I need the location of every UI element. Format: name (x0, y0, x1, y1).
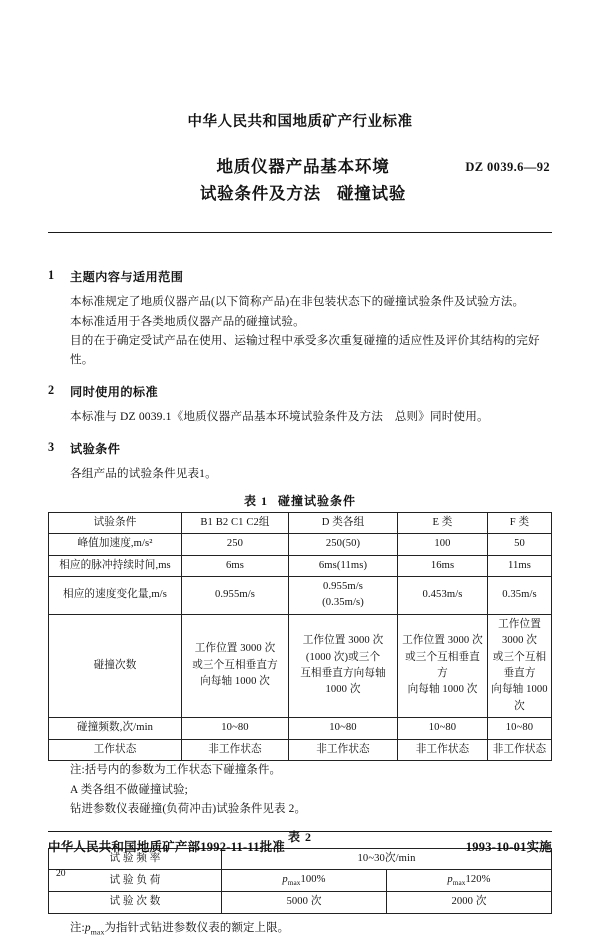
table-1-body (49, 512, 552, 760)
p-symbol: p (282, 874, 288, 886)
row-value: 50 (488, 534, 552, 555)
drilling-meter-statement: 钻进参数仪表碰撞(负荷冲击)试验条件见表 2。 (70, 803, 307, 816)
row-value: 6ms(11ms) (289, 555, 398, 576)
title-line-1: 地质仪器产品基本环境 (216, 157, 390, 177)
row-value: $p_{max}100\%$ (222, 870, 387, 892)
row-value: 250(50) (289, 534, 398, 555)
row-value: 6ms (182, 555, 289, 576)
row-value: 11ms (488, 555, 552, 576)
row-value: 10~80 (488, 718, 552, 739)
standard-organization: 中华人民共和国地质矿产行业标准 (187, 114, 413, 130)
row-value: 工作位置 3000 次 或三个互相垂直方 向每轴 1000 次 (182, 614, 289, 717)
header-divider (48, 232, 552, 233)
implementation-date: 1993-10-01实施 (465, 840, 552, 854)
section-heading-1 (48, 268, 552, 285)
section-title-2: 同时使用的标准 (70, 385, 159, 400)
table-2-note (70, 919, 552, 939)
p-symbol: p (84, 921, 91, 934)
table-row (49, 892, 552, 913)
section-heading-2 (48, 383, 552, 400)
table-row (49, 576, 552, 614)
row-value: 10~80 (398, 718, 488, 739)
row-value: 工作位置 3000 次 或三个互相垂直方 向每轴 1000 次 (488, 614, 552, 717)
section-2-paragraph-1: 本标准与 DZ 0039.1《地质仪器产品基本环境试验条件及方法 总则》同时使用。 (70, 410, 489, 424)
table-row (49, 555, 552, 576)
section-1-paragraph-1: 本标准规定了地质仪器产品(以下简称产品)在非包装状态下的碰撞试验条件及试验方法。 (70, 295, 525, 309)
table-row (49, 614, 552, 717)
row-value: 0.453m/s (398, 576, 488, 614)
row-label: 峰值加速度,m/s² (49, 534, 182, 555)
row-value: 非工作状态 (398, 739, 488, 760)
title-line-2-part-a: 试验条件及方法 (199, 184, 321, 204)
note-prefix: 注: (70, 921, 85, 934)
row-value: 5000 次 (222, 892, 387, 913)
table-1-caption-title: 碰撞试验条件 (278, 493, 357, 508)
table-row (49, 718, 552, 739)
section-number-1: 1 (48, 268, 55, 283)
row-value: 10~80 (182, 718, 289, 739)
row-label: 工作状态 (49, 739, 182, 760)
table-2-caption: 表 2 (287, 829, 312, 844)
table-1-header-cell: D 类各组 (289, 512, 398, 533)
row-label: 相应的速度变化量,m/s (49, 576, 182, 614)
table-row (49, 739, 552, 760)
document-footer (48, 831, 552, 879)
row-value: 250 (182, 534, 289, 555)
class-a-statement: A 类各组不做碰撞试验; (70, 783, 188, 796)
row-label: 碰撞次数 (49, 614, 182, 717)
row-value: 0.35m/s (488, 576, 552, 614)
row-label: 碰撞频数,次/min (49, 718, 182, 739)
p-subscript: max (90, 927, 105, 937)
row-value: 工作位置 3000 次 (1000 次)或三个 互相垂直方向每轴 1000 次 (289, 614, 398, 717)
table-row (49, 534, 552, 555)
table-1-caption (48, 492, 552, 509)
section-3-paragraph-1: 各组产品的试验条件见表1。 (70, 467, 217, 481)
title-block (48, 154, 552, 210)
section-title-3: 试验条件 (70, 442, 121, 457)
row-value: 10~80 (289, 718, 398, 739)
table-1-header-cell: E 类 (398, 512, 488, 533)
collision-test-conditions-table (48, 512, 552, 761)
row-value: 2000 次 (387, 892, 552, 913)
row-value: 100 (398, 534, 488, 555)
row-value: 非工作状态 (182, 739, 289, 760)
table-1-header-row (49, 512, 552, 533)
table-1-header-cell: 试验条件 (49, 512, 182, 533)
footer-divider (48, 831, 552, 832)
table-1-header-cell: F 类 (488, 512, 552, 533)
section-number-3: 3 (48, 440, 55, 455)
row-value: 非工作状态 (488, 739, 552, 760)
row-label: 相应的脉冲持续时间,ms (49, 555, 182, 576)
row-value: $p_{max}120\%$ (387, 870, 552, 892)
row-value: 10~30次/min (222, 848, 552, 869)
document-header (48, 0, 552, 233)
row-label: 试 验 负 荷 (49, 870, 222, 892)
table-1-caption-label: 表 1 (243, 493, 268, 508)
row-value: 0.955m/s (182, 576, 289, 614)
title-line-2 (54, 181, 552, 208)
row-value: 工作位置 3000 次 或三个互相垂直方 向每轴 1000 次 (398, 614, 488, 717)
section-1-paragraph-2: 本标准适用于各类地质仪器产品的碰撞试验。 (70, 314, 305, 328)
table-1-header-cell: B1 B2 C1 C2组 (182, 512, 289, 533)
row-value: 16ms (398, 555, 488, 576)
section-1-paragraph-3: 目的在于确定受试产品在使用、运输过程中承受多次重复碰撞的适应性及评价其结构的完好性。 (70, 333, 540, 366)
table-1-note: 注:括号内的参数为工作状态下碰撞条件。 (70, 763, 282, 776)
section-number-2: 2 (48, 383, 55, 398)
p-subscript: max (452, 879, 466, 888)
page-number: 20 (56, 868, 66, 879)
note-suffix: 为指针式钻进参数仪表的额定上限。 (104, 921, 290, 934)
standard-code: DZ 0039.6—92 (465, 160, 550, 175)
p-symbol: p (447, 874, 453, 886)
row-label: 试 验 次 数 (49, 892, 222, 913)
row-label: 试 验 频 率 (49, 848, 222, 869)
approval-statement: 中华人民共和国地质矿产部1992-11-11批准 (48, 840, 286, 854)
row-value: 0.955m/s (0.35m/s) (289, 576, 398, 614)
section-title-1: 主题内容与适用范围 (70, 270, 184, 285)
title-line-2-part-b: 碰撞试验 (336, 184, 407, 204)
p-subscript: max (287, 879, 301, 888)
footer-row (48, 837, 552, 855)
row-value: 非工作状态 (289, 739, 398, 760)
section-heading-3 (48, 440, 552, 457)
